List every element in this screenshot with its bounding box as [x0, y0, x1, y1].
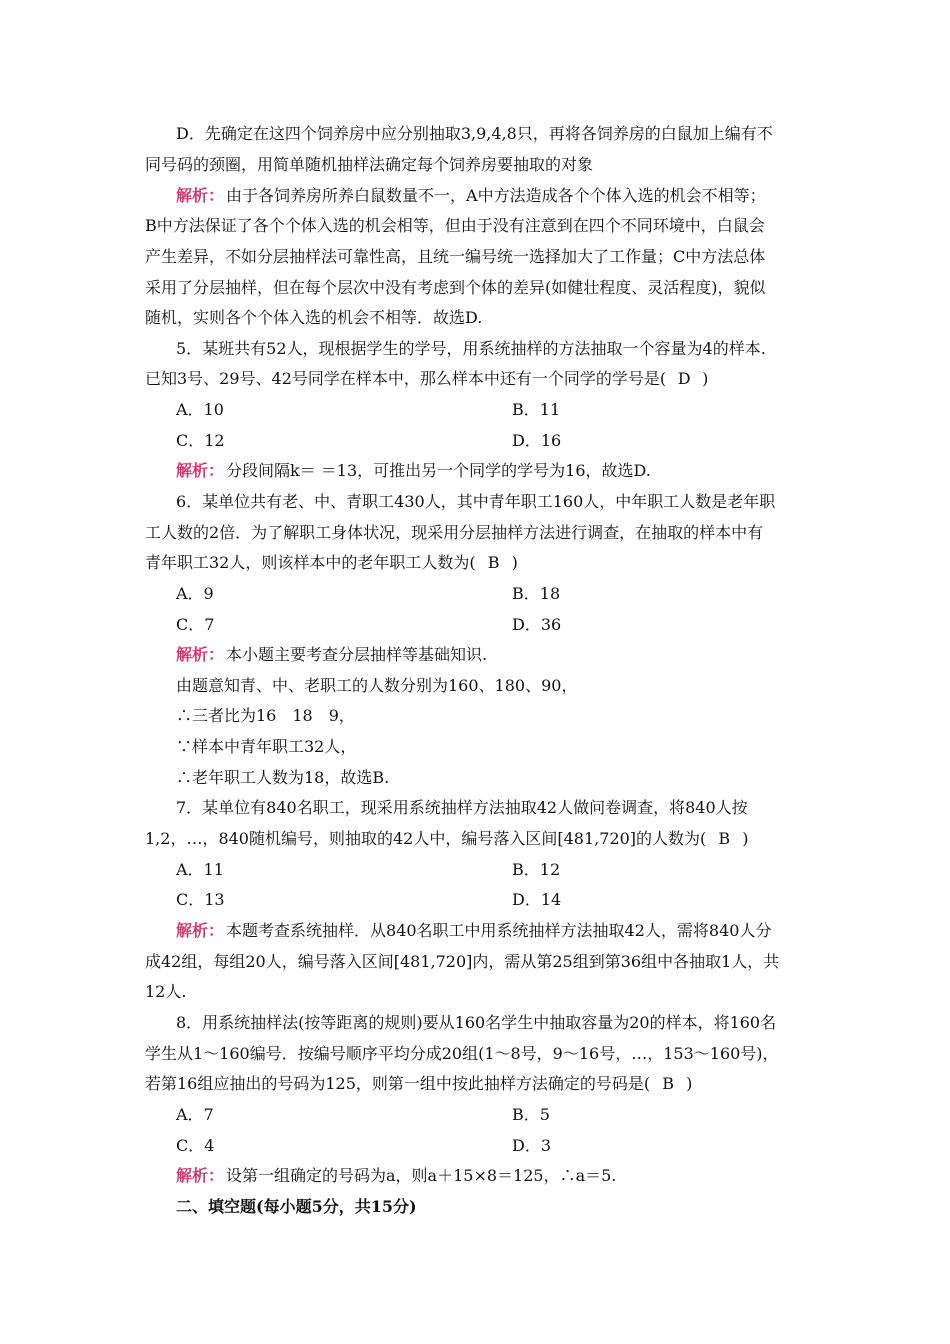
analysis-line [176, 184, 766, 208]
option-a: A．10 [176, 400, 224, 419]
option-c: C．4 [176, 1136, 215, 1155]
text-line: 同号码的颈圈，用简单随机抽样法确定每个饲养房要抽取的对象 [145, 155, 594, 174]
question-5: 5．某班共有52人，现根据学生的学号，用系统抽样的方法抽取一个容量为4的样本. [176, 339, 766, 358]
answer-q6: B [487, 553, 500, 572]
option-a: A．7 [176, 1105, 214, 1124]
text-line: 已知3号、29号、42号同学在样本中，那么样本中还有一个同学的学号是( D ) [145, 367, 708, 391]
analysis-label: 解析： [176, 921, 225, 940]
text-line: 青年职工32人，则该样本中的老年职工人数为( B ) [145, 551, 518, 575]
analysis-label: 解析： [176, 645, 225, 664]
option-c: C．12 [176, 431, 225, 450]
option-b: B．12 [512, 860, 561, 879]
text-line: B中方法保证了各个个体入选的机会相等，但由于没有注意到在四个不同环境中，白鼠会 [145, 216, 765, 235]
option-b: B．5 [512, 1105, 550, 1124]
analysis-text: 分段间隔k＝ ＝13，可推出另一个同学的学号为16，故选D. [226, 461, 651, 480]
analysis-line [176, 459, 651, 483]
text-line: 工人数的2倍．为了解职工身体状况，现采用分层抽样方法进行调查，在抽取的样本中有 [145, 523, 764, 542]
question-8: 8．用系统抽样法(按等距离的规则)要从160名学生中抽取容量为20的样本，将160名 [176, 1013, 777, 1032]
text-line: 学生从1～160编号．按编号顺序平均分成20组(1～8号，9～16号，…，153～160号)， [145, 1044, 779, 1063]
text-line: 采用了分层抽样，但在每个层次中没有考虑到个体的差异(如健壮程度、灵活程度)，貌似 [145, 278, 766, 297]
answer-q8: B [662, 1074, 675, 1093]
text-line: 12人. [145, 982, 187, 1001]
analysis-line [176, 919, 771, 943]
answer-q7: B [718, 829, 731, 848]
option-d: D．36 [512, 615, 562, 634]
text-line: 随机，实则各个个体入选的机会不相等．故选D. [145, 308, 483, 327]
option-a: A．9 [176, 584, 214, 603]
text-line: ∵样本中青年职工32人， [176, 737, 357, 756]
text-line: 成42组，每组20人，编号落入区间[481,720]内，需从第25组到第36组中各抽取1人，共 [145, 952, 780, 971]
text-line: 若第16组应抽出的号码为125，则第一组中按此抽样方法确定的号码是( B ) [145, 1072, 692, 1096]
analysis-line [176, 643, 487, 667]
option-a: A．11 [176, 860, 224, 879]
analysis-text: 本小题主要考查分层抽样等基础知识. [226, 645, 488, 664]
text-line: ∴三者比为16 18 9， [176, 706, 355, 725]
option-c: C．7 [176, 615, 215, 634]
text-line: 产生差异，不如分层抽样法可靠性高，且统一编号统一选择加大了工作量；C中方法总体 [145, 247, 766, 266]
option-b: B．18 [512, 584, 561, 603]
text-line: 1,2，…，840随机编号，则抽取的42人中，编号落入区间[481,720]的人数为( B ) [145, 827, 749, 851]
option-d: D．3 [512, 1136, 552, 1155]
section-heading: 二、填空题(每小题5分，共15分) [176, 1197, 417, 1216]
option-d: D．14 [512, 890, 562, 909]
answer-q5: D [677, 369, 691, 388]
analysis-label: 解析： [176, 186, 225, 205]
analysis-text: 设第一组确定的号码为a，则a＋15×8＝125，∴a＝5. [226, 1166, 617, 1185]
analysis-text: 本题考查系统抽样．从840名职工中用系统抽样方法抽取42人，需将840人分 [226, 921, 772, 940]
analysis-label: 解析： [176, 461, 225, 480]
question-6: 6．某单位共有老、中、青职工430人，其中青年职工160人，中年职工人数是老年职 [176, 492, 776, 511]
option-d: D．16 [512, 431, 562, 450]
text-line: 由题意知青、中、老职工的人数分别为160、180、90， [176, 676, 578, 695]
analysis-text: 由于各饲养房所养白鼠数量不一，A中方法造成各个个体入选的机会不相等； [226, 186, 766, 205]
option-c: C．13 [176, 890, 225, 909]
option-b: B．11 [512, 400, 561, 419]
text-line: ∴老年职工人数为18，故选B. [176, 768, 390, 787]
text-line: D．先确定在这四个饲养房中应分别抽取3,9,4,8只，再将各饲养房的白鼠加上编有不 [176, 124, 773, 143]
analysis-label: 解析： [176, 1166, 225, 1185]
analysis-line [176, 1164, 616, 1188]
question-7: 7．某单位有840名职工，现采用系统抽样方法抽取42人做问卷调查，将840人按 [176, 798, 748, 817]
